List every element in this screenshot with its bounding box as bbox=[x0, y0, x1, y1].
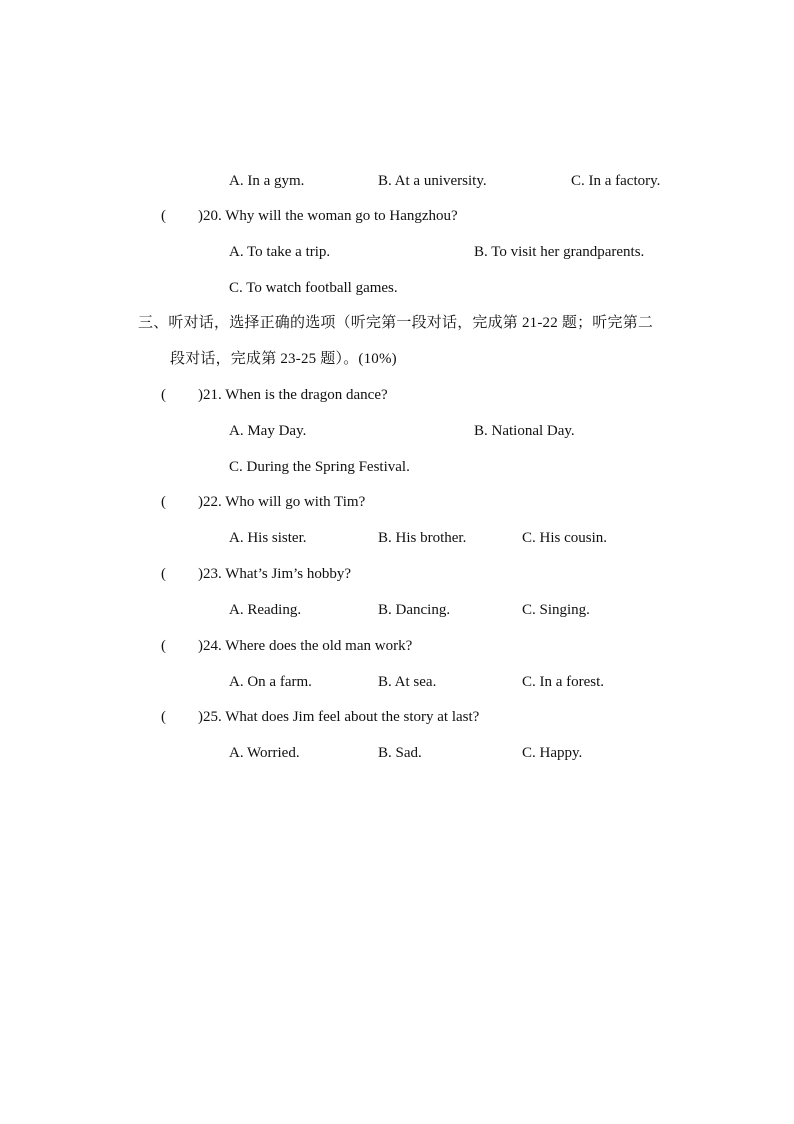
q25-answer-paren: ( bbox=[161, 709, 166, 725]
q22-option-a: A. His sister. bbox=[229, 530, 307, 546]
q23-answer-paren: ( bbox=[161, 566, 166, 582]
section3-instruction-line1: 三、听对话，选择正确的选项（听完第一段对话，完成第 21-22 题；听完第二 bbox=[138, 315, 654, 331]
q22-answer-paren: ( bbox=[161, 494, 166, 510]
q20-answer-paren: ( bbox=[161, 208, 166, 224]
q25-option-a: A. Worried. bbox=[229, 745, 300, 761]
q20-option-c: C. To watch football games. bbox=[229, 280, 398, 296]
q24-option-c: C. In a forest. bbox=[522, 674, 605, 690]
q23-option-a: A. Reading. bbox=[229, 602, 302, 618]
q20-question: )20. Why will the woman go to Hangzhou? bbox=[198, 208, 458, 224]
q21-question: )21. When is the dragon dance? bbox=[198, 387, 388, 403]
q21-answer-paren: ( bbox=[161, 387, 166, 403]
q24-answer-paren: ( bbox=[161, 638, 166, 654]
q21-option-b: B. National Day. bbox=[474, 423, 575, 439]
q24-option-a: A. On a farm. bbox=[229, 674, 312, 690]
q19-option-c: C. In a factory. bbox=[571, 173, 661, 189]
q23-option-c: C. Singing. bbox=[522, 602, 590, 618]
q19-option-b: B. At a university. bbox=[378, 173, 487, 189]
q22-question: )22. Who will go with Tim? bbox=[198, 494, 366, 510]
q20-option-a: A. To take a trip. bbox=[229, 244, 331, 260]
q23-question: )23. What’s Jim’s hobby? bbox=[198, 566, 352, 582]
q24-option-b: B. At sea. bbox=[378, 674, 437, 690]
q25-option-b: B. Sad. bbox=[378, 745, 422, 761]
q25-question: )25. What does Jim feel about the story at last? bbox=[198, 709, 480, 725]
q25-option-c: C. Happy. bbox=[522, 745, 583, 761]
q22-option-c: C. His cousin. bbox=[522, 530, 608, 546]
q20-option-b: B. To visit her grandparents. bbox=[474, 244, 645, 260]
section3-instruction-line2: 段对话，完成第 23-25 题）。(10%) bbox=[170, 351, 397, 367]
q21-option-a: A. May Day. bbox=[229, 423, 307, 439]
q19-option-a: A. In a gym. bbox=[229, 173, 305, 189]
q21-option-c: C. During the Spring Festival. bbox=[229, 459, 410, 475]
q23-option-b: B. Dancing. bbox=[378, 602, 451, 618]
q24-question: )24. Where does the old man work? bbox=[198, 638, 413, 654]
q22-option-b: B. His brother. bbox=[378, 530, 467, 546]
